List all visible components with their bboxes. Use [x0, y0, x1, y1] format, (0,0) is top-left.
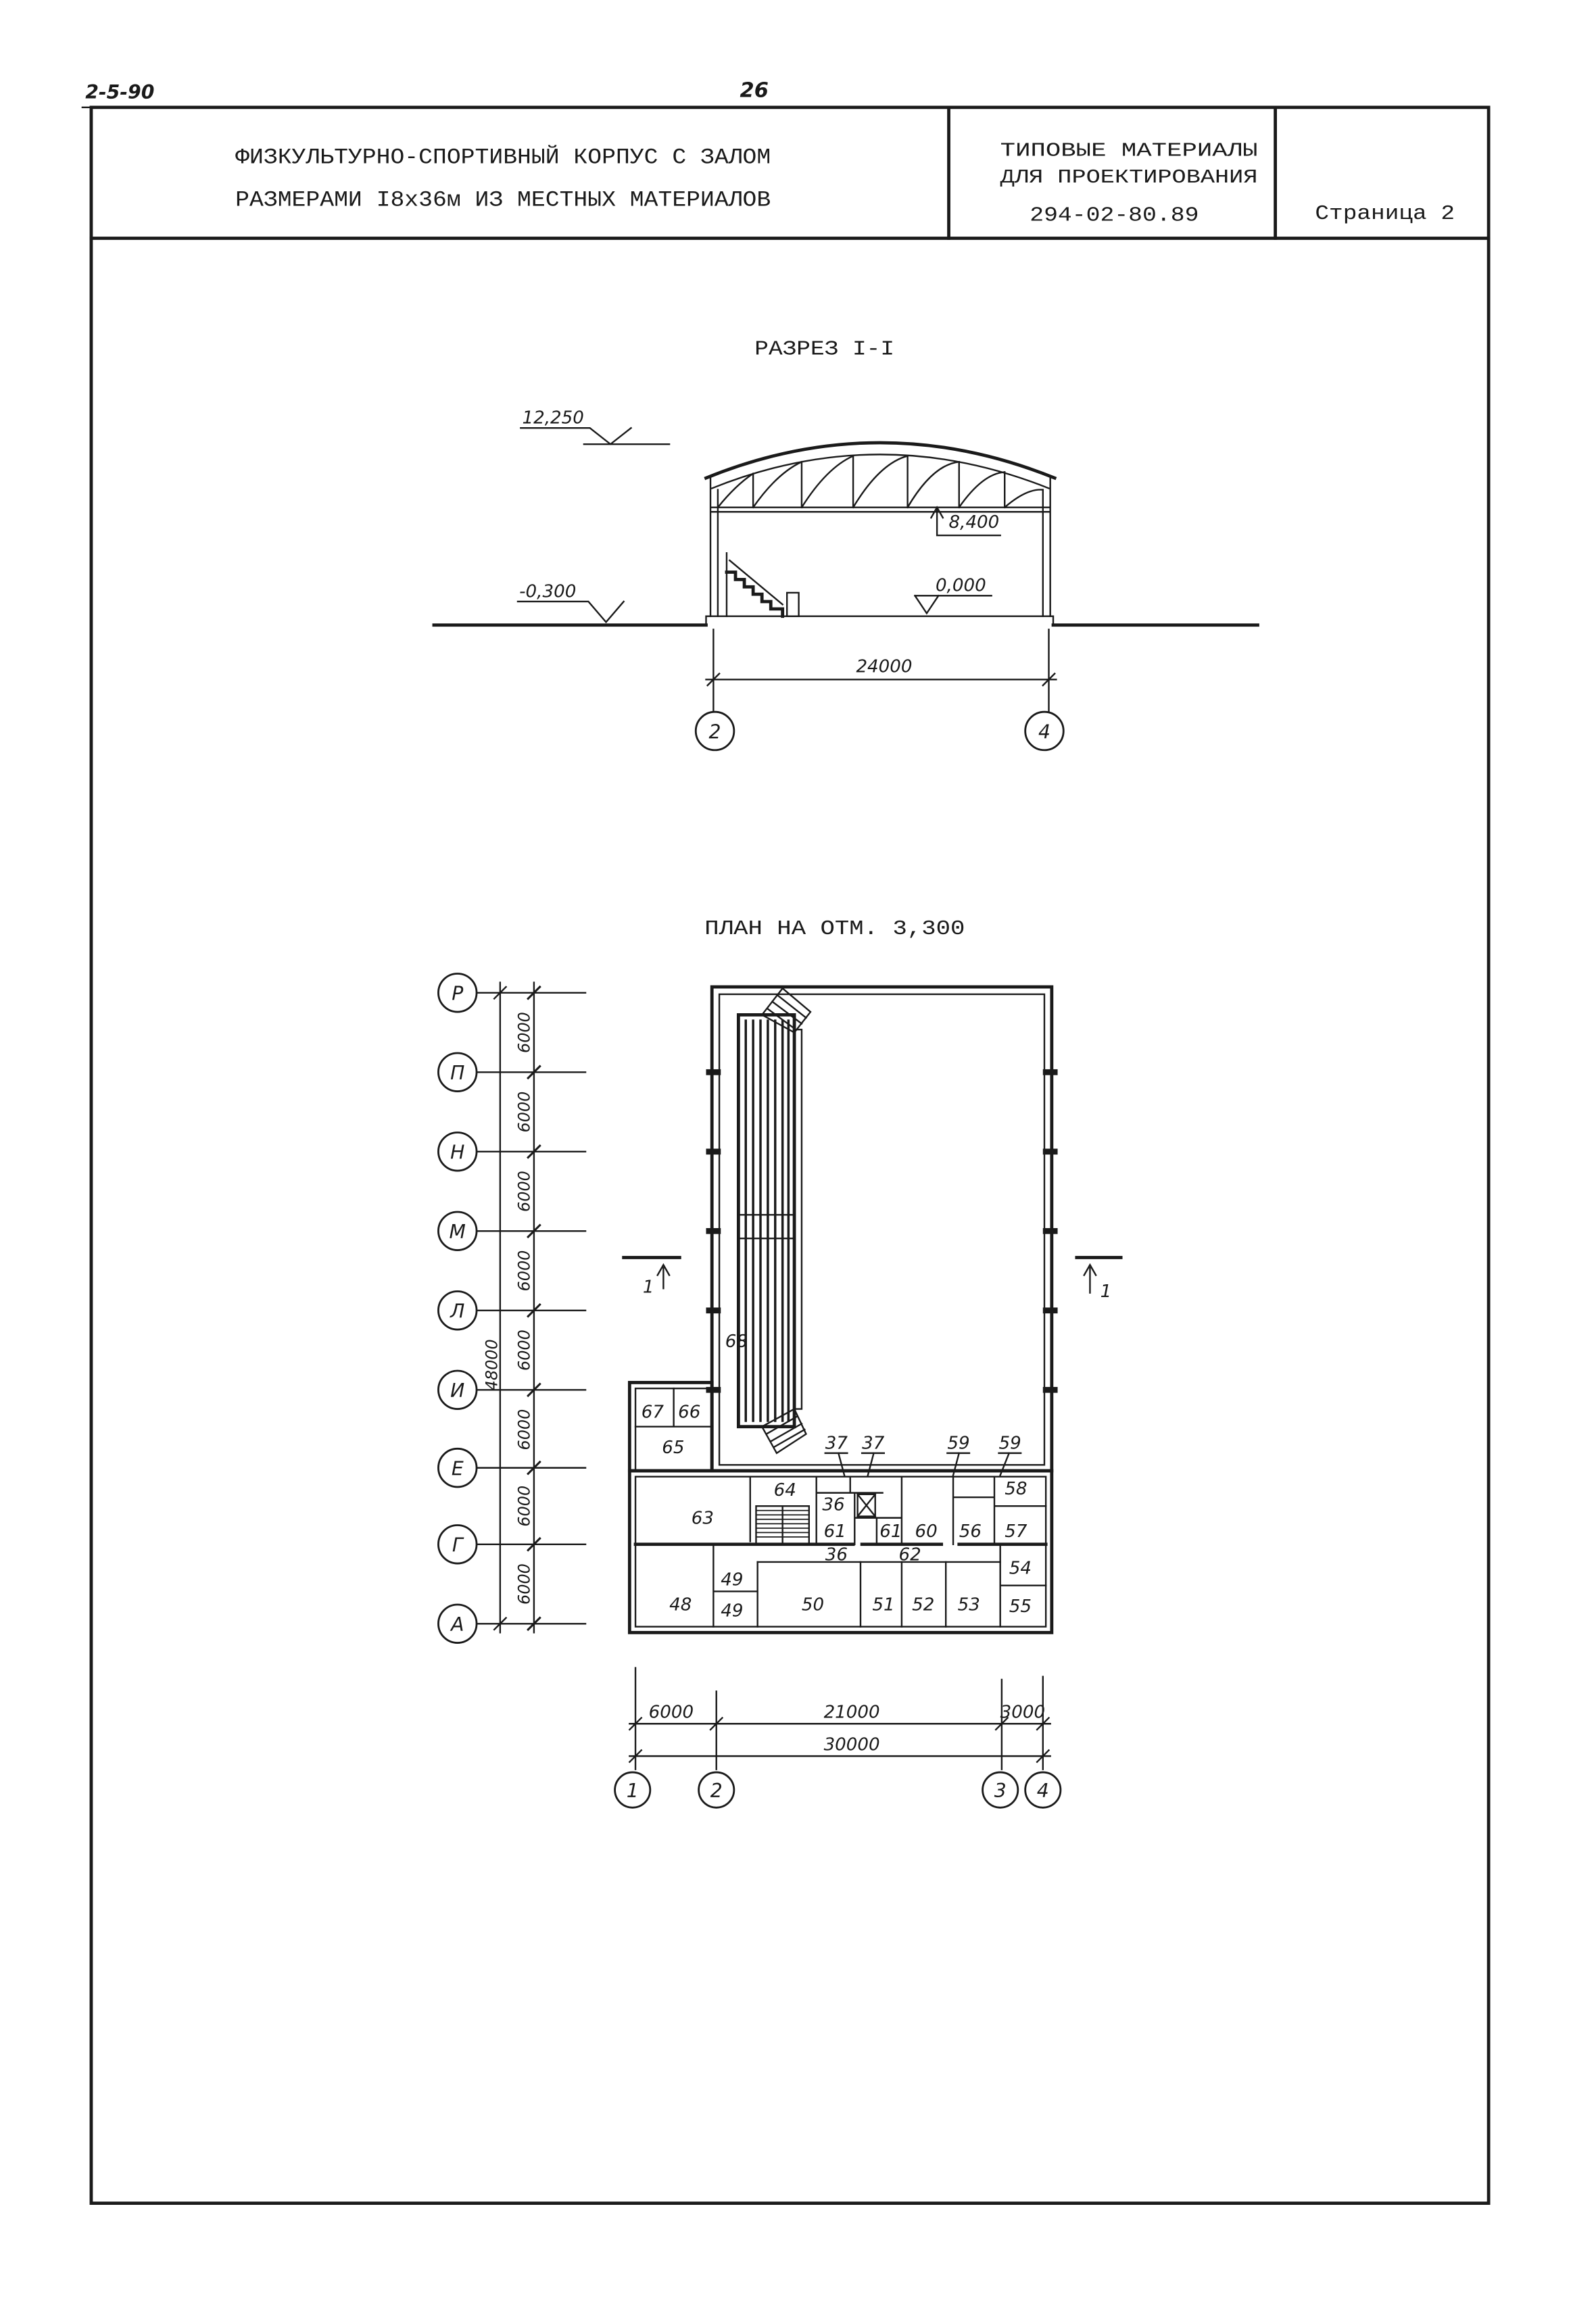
room-label: 64 — [773, 1480, 796, 1501]
document-number: 294-02-80.89 — [1030, 204, 1199, 228]
shaft-cross — [858, 1494, 875, 1517]
room-label: 49 — [721, 1569, 744, 1590]
row-spacing-label: 6000 — [514, 1250, 534, 1292]
room-label: 63 — [691, 1508, 714, 1529]
room-label: 61 — [823, 1521, 846, 1542]
room-label: 68 — [725, 1332, 748, 1353]
elevation-mark-top — [521, 428, 669, 444]
axis-label: Р — [452, 982, 464, 1005]
sheet-code: 2-5-90 — [85, 80, 155, 103]
axis-label: 2 — [708, 721, 721, 744]
axis-label: Л — [450, 1300, 465, 1323]
row-spacing-label: 6000 — [514, 1485, 534, 1527]
column-mark — [1043, 1387, 1058, 1393]
room-label: 67 — [641, 1402, 664, 1423]
row-spacing-label: 6000 — [514, 1091, 534, 1133]
room-label: 59 — [947, 1433, 970, 1454]
axis-label: И — [450, 1380, 465, 1403]
room-label: 37 — [825, 1433, 848, 1454]
frame-border — [91, 107, 1489, 2203]
section-cut-arrow-right — [1084, 1265, 1096, 1292]
axis-label: П — [450, 1062, 465, 1085]
floor-line — [706, 616, 1054, 625]
row-axis-bubbles — [438, 974, 477, 1643]
sheet-frame — [82, 107, 1489, 2203]
axis-label: 1 — [626, 1780, 639, 1803]
row-spacing-label: 6000 — [514, 1563, 534, 1605]
title-block — [235, 141, 1455, 228]
stair-steps — [727, 572, 783, 616]
column-mark — [706, 1228, 721, 1234]
stair-rail — [729, 560, 782, 604]
shaft — [858, 1494, 875, 1517]
elevation-label-top: 12,250 — [522, 408, 584, 429]
axis-label: Н — [450, 1141, 465, 1164]
room-label: 56 — [959, 1521, 982, 1542]
room-label: 36 — [822, 1494, 845, 1515]
room-label: 52 — [912, 1594, 935, 1615]
elevation-label-truss: 8,400 — [948, 512, 1000, 533]
elevation-label-floor: 0,000 — [935, 575, 986, 596]
axis-label: Г — [452, 1534, 463, 1557]
column-mark — [706, 1307, 721, 1313]
truss-panels — [718, 456, 1043, 508]
elevation-mark-ground — [518, 602, 624, 622]
column-spacing-label: 6000 — [648, 1702, 694, 1723]
row-spacing-label: 6000 — [514, 1171, 534, 1212]
series-line-1: ТИПОВЫЕ МАТЕРИАЛЫ — [1000, 140, 1258, 162]
bleachers — [738, 988, 811, 1453]
room-label: 54 — [1009, 1558, 1032, 1579]
page-label: Страница 2 — [1315, 203, 1455, 226]
room-label: 66 — [678, 1402, 701, 1423]
room-label: 58 — [1005, 1478, 1027, 1499]
column-mark — [1043, 1069, 1058, 1075]
room-label: 60 — [915, 1521, 938, 1542]
room-label: 59 — [998, 1433, 1021, 1454]
hall-columns — [706, 1069, 1058, 1393]
staircase — [756, 1506, 808, 1544]
room-label: 65 — [662, 1437, 685, 1458]
column-mark — [1043, 1307, 1058, 1313]
axis-label: 3 — [994, 1780, 1007, 1803]
axis-label: 4 — [1036, 1780, 1049, 1803]
vertical-dimension-lines — [500, 983, 534, 1633]
room-label: 51 — [872, 1594, 895, 1615]
column-spacing-label: 3000 — [1000, 1702, 1046, 1723]
elevation-label-ground: -0,300 — [519, 581, 577, 602]
section-cut-label: 1 — [1100, 1282, 1112, 1302]
axis-label: 2 — [710, 1780, 723, 1803]
column-spacing-label: 21000 — [823, 1702, 880, 1723]
room-label: 53 — [957, 1594, 980, 1615]
section-drawing — [434, 408, 1258, 750]
section-title: РАЗРЕЗ I-I — [754, 338, 895, 362]
plan-drawing — [438, 974, 1121, 1808]
axis-label: Е — [451, 1457, 464, 1480]
page-number: 26 — [740, 78, 769, 103]
row-axis-lines — [477, 987, 585, 1630]
column-mark — [1043, 1148, 1058, 1154]
plan-title: ПЛАН НА ОТМ. 3,300 — [704, 917, 965, 941]
section-cut-marks — [624, 1257, 1121, 1302]
room-label: 36 — [825, 1544, 848, 1565]
row-spacing-label: 6000 — [514, 1330, 534, 1371]
room-label: 48 — [669, 1594, 692, 1615]
room-label: 55 — [1009, 1596, 1032, 1617]
overall-width-label: 30000 — [823, 1734, 880, 1755]
title-line-2: РАЗМЕРАМИ I8x36м ИЗ МЕСТНЫХ МАТЕРИАЛОВ — [235, 187, 771, 213]
room-label: 61 — [879, 1521, 902, 1542]
title-line-1: ФИЗКУЛЬТУРНО-СПОРТИВНЫЙ КОРПУС С ЗАЛОМ — [235, 145, 739, 170]
column-mark — [706, 1148, 721, 1154]
elevation-mark-floor — [915, 595, 991, 613]
bottom-dimensions — [615, 1668, 1061, 1808]
column-mark — [706, 1069, 721, 1075]
room-label: 49 — [721, 1601, 744, 1622]
section-dimension-label: 24000 — [856, 656, 913, 677]
room-label: 62 — [898, 1544, 921, 1565]
section-cut-label: 1 — [642, 1277, 654, 1298]
row-spacing-labels — [483, 1012, 534, 1605]
room-label: 37 — [862, 1433, 885, 1454]
row-spacing-label: 6000 — [514, 1012, 534, 1053]
section-cut-arrow-left — [658, 1265, 669, 1288]
hall-outer-wall — [712, 987, 1052, 1471]
series-line-2: ДЛЯ ПРОЕКТИРОВАНИЯ — [1000, 166, 1258, 189]
column-mark — [1043, 1228, 1058, 1234]
row-spacing-label: 6000 — [514, 1409, 534, 1451]
axis-label: 4 — [1038, 721, 1050, 744]
axis-label: М — [449, 1221, 466, 1244]
stair-landing — [787, 593, 798, 616]
truss-bottom-chord — [712, 508, 1048, 512]
room-label: 57 — [1005, 1521, 1027, 1542]
room-label: 50 — [801, 1594, 825, 1615]
axis-label: А — [451, 1613, 464, 1636]
overall-height-label: 48000 — [482, 1339, 502, 1391]
